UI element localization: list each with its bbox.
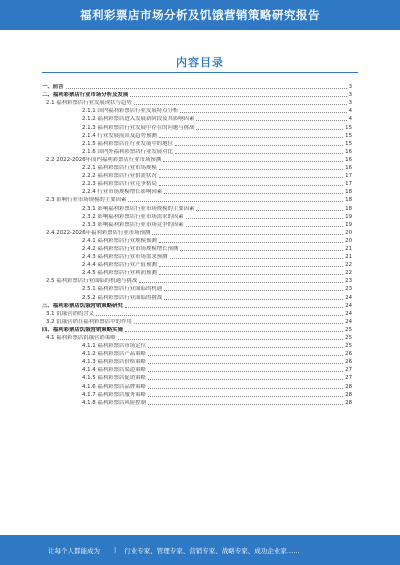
toc-leader-dots (159, 137, 343, 138)
toc-leader-dots (125, 331, 343, 332)
toc-leader-dots (148, 355, 343, 356)
toc-entry-label: 三、福利彩票店饥饿营销策略研究 (42, 302, 123, 309)
toc-page-number: 25 (345, 335, 352, 341)
toc-entry[interactable] (42, 83, 352, 91)
toc-entry[interactable] (42, 342, 352, 350)
toc-entry-label: 2.4.4 福利彩票店行业产值预测 (82, 262, 157, 269)
toc-entry-label: 2.4.2 福利彩票店行业市场规模增长预测 (82, 245, 179, 252)
toc-entry[interactable] (42, 204, 352, 212)
toc-entry[interactable] (42, 366, 352, 374)
toc-page-number: 27 (345, 367, 352, 374)
toc-entry[interactable] (42, 285, 352, 293)
toc-leader-dots (164, 193, 343, 194)
toc-leader-dots (118, 339, 344, 340)
toc-page-number: 23 (345, 286, 352, 293)
table-of-contents (42, 83, 352, 407)
toc-leader-dots (148, 379, 343, 380)
toc-entry-label: 4.1.3 福利彩票店价格策略 (82, 359, 146, 366)
toc-page-number: 26 (345, 351, 352, 358)
toc-page-number: 16 (345, 156, 352, 163)
toc-page-number: 18 (345, 197, 352, 204)
toc-page-number: 19 (345, 221, 352, 228)
toc-entry-label: 2.1.2 福利彩票店进入发展新阶段及其影响因素 (82, 116, 195, 123)
toc-entry-label: 2.4.3 福利彩票店行业市场需求预测 (82, 254, 168, 261)
toc-page-number: 3 (348, 84, 352, 91)
toc-page-number: 20 (345, 237, 352, 244)
toc-entry-label: 四、福利彩票店饥饿营销策略实施 (42, 326, 123, 333)
report-header-banner (0, 0, 400, 30)
toc-leader-dots (159, 266, 343, 267)
toc-entry-label: 2.1.5 福利彩票店在行业发展中的地位 (82, 140, 173, 147)
toc-entry[interactable] (42, 213, 352, 221)
toc-page-number: 24 (345, 318, 352, 325)
toc-leader-dots (164, 290, 343, 291)
toc-leader-dots (130, 96, 346, 97)
toc-entry[interactable] (42, 310, 352, 318)
toc-entry[interactable] (42, 399, 352, 407)
toc-entry-label: 2.4 2022-2026年福利彩票店行业市场预测 (46, 229, 151, 236)
toc-entry-label: 一、前言 (42, 84, 64, 91)
footer-role-separator: 、 (150, 546, 157, 555)
toc-entry[interactable] (42, 253, 352, 261)
toc-leader-dots (134, 104, 347, 105)
toc-page-number: 16 (345, 165, 352, 172)
toc-entry-label: 2.2.4 行业市场规模增长影响因素 (82, 189, 163, 196)
toc-entry[interactable] (42, 188, 352, 196)
toc-page-number: 18 (345, 189, 352, 196)
toc-leader-dots (125, 307, 343, 308)
toc-page-number: 27 (345, 375, 352, 382)
footer-role: 行业专家 (124, 546, 151, 555)
toc-entry[interactable] (42, 123, 352, 131)
toc-entry-label: 4.1.1 福利彩票店市场定位 (82, 343, 146, 350)
toc-leader-dots (180, 250, 343, 251)
toc-entry-label: 4.1.8 福利彩票店风险控制 (82, 399, 146, 406)
toc-entry[interactable] (42, 277, 352, 285)
toc-entry[interactable] (42, 358, 352, 366)
toc-entry-label: 4.1.2 福利彩票店产品策略 (82, 351, 146, 358)
toc-page-number: 22 (345, 270, 352, 277)
toc-leader-dots (159, 185, 343, 186)
toc-leader-dots (159, 169, 343, 170)
toc-entry-label: 2.2.3 福利彩票店行业竞争格局 (82, 181, 157, 188)
toc-entry[interactable] (42, 391, 352, 399)
toc-entry[interactable] (42, 132, 352, 140)
toc-entry[interactable] (42, 180, 352, 188)
toc-entry-label: 二、福利彩票店行业市场分析及发展 (42, 92, 129, 99)
toc-entry-label: 2.2.1 福利彩票店行业市场规模 (82, 165, 157, 172)
toc-page-number: 23 (345, 278, 352, 285)
toc-leader-dots (148, 363, 343, 364)
footer-role: 战略专家 (221, 546, 248, 555)
toc-page-number: 19 (345, 213, 352, 220)
toc-title-divider (42, 72, 358, 73)
toc-entry[interactable] (42, 148, 352, 156)
toc-entry-label: 2.1.6 国内外福利彩票店行业发展对比 (82, 148, 173, 155)
toc-leader-dots (148, 404, 343, 405)
footer-role: 营销专家 (189, 546, 216, 555)
toc-page-number: 15 (345, 132, 352, 139)
toc-entry[interactable] (42, 237, 352, 245)
toc-entry[interactable] (42, 229, 352, 237)
toc-entry-label: 2.5.1 福利彩票店行业面临的机遇 (82, 286, 163, 293)
toc-entry[interactable] (42, 334, 352, 342)
toc-entry[interactable] (42, 269, 352, 277)
toc-page-number: 4 (348, 108, 352, 115)
toc-page-number: 22 (345, 262, 352, 269)
toc-entry-label: 3.2 饥饿营销在福利彩票店中的作用 (46, 318, 132, 325)
footer-role-separator: 、 (247, 546, 255, 555)
footer-banner (0, 535, 400, 565)
toc-leader-dots (186, 218, 343, 219)
toc-leader-dots (170, 258, 344, 259)
toc-page-number: 26 (345, 359, 352, 366)
toc-leader-dots (159, 177, 343, 178)
toc-page-number: 28 (345, 383, 352, 390)
toc-entry[interactable] (42, 245, 352, 253)
toc-leader-dots (148, 371, 343, 372)
toc-entry[interactable] (42, 221, 352, 229)
toc-entry-label: 4.1 福利彩票店饥饿营销策略 (46, 335, 116, 341)
toc-page-number: 15 (345, 124, 352, 131)
footer-roles (124, 546, 300, 555)
toc-entry-label: 2.3.2 影响福利彩票店行业市场需求的因素 (82, 213, 184, 220)
toc-page-number: 24 (345, 310, 352, 317)
toc-page-number: 20 (345, 229, 352, 236)
toc-page-number: 25 (345, 343, 352, 350)
toc-entry[interactable] (42, 91, 352, 99)
toc-page-number: 18 (345, 205, 352, 212)
toc-entry-label: 2.3.1 影响福利彩票店行业市场规模的主要因素 (82, 205, 195, 212)
toc-leader-dots (148, 347, 343, 348)
footer-divider: | (114, 546, 117, 554)
toc-entry[interactable] (42, 382, 352, 390)
toc-leader-dots (196, 210, 343, 211)
toc-leader-dots (139, 282, 343, 283)
toc-title: 内容目录 (176, 56, 224, 69)
toc-leader-dots (134, 323, 343, 324)
toc-leader-dots (175, 153, 343, 154)
toc-entry-label: 2.1 福利彩票店行业发展现状与趋势 (46, 100, 132, 107)
toc-entry-label: 2.5.2 福利彩票店行业面临的挑战 (82, 294, 163, 301)
toc-leader-dots (96, 315, 343, 316)
footer-role: 管理专家 (156, 546, 183, 555)
toc-leader-dots (159, 274, 343, 275)
toc-entry-label: 2.1.1 国内福利彩票店行业发展特点分析 (82, 108, 179, 115)
toc-entry[interactable] (42, 318, 352, 326)
toc-entry[interactable] (42, 261, 352, 269)
toc-page-number: 21 (345, 245, 352, 252)
toc-leader-dots (66, 88, 347, 89)
toc-entry-label: 4.1.4 福利彩票店渠道策略 (82, 367, 146, 374)
toc-entry[interactable] (42, 99, 352, 107)
toc-page-number: 28 (345, 399, 352, 406)
toc-entry-label: 2.4.5 福利彩票店行业利润预测 (82, 270, 157, 277)
toc-entry-label: 2.3 影响行业市场规模的主要因素 (46, 197, 127, 204)
toc-entry[interactable] (42, 326, 352, 334)
toc-entry-label: 2.2 2022-2026年国内福利彩票店行业市场预测 (46, 156, 162, 163)
toc-entry-label: 2.5 福利彩票店行业面临的机遇与挑战 (46, 278, 138, 285)
toc-entry-label: 2.1.4 行业发展前景及趋势预测 (82, 132, 157, 139)
toc-leader-dots (196, 120, 346, 121)
toc-leader-dots (196, 129, 343, 130)
toc-leader-dots (175, 145, 343, 146)
toc-leader-dots (152, 234, 343, 235)
toc-page-number: 25 (345, 326, 352, 333)
toc-entry-label: 4.1.7 福利彩票店服务策略 (82, 391, 146, 398)
toc-page-number: 21 (345, 254, 352, 261)
toc-entry-label: 2.4.1 福利彩票店行业规模预测 (82, 237, 157, 244)
toc-entry[interactable] (42, 172, 352, 180)
toc-entry-label: 4.1.6 福利彩票店品牌策略 (82, 383, 146, 390)
toc-page-number: 16 (345, 148, 352, 155)
toc-page-number: 15 (345, 140, 352, 147)
footer-role-separator: 、 (215, 546, 222, 555)
toc-entry[interactable] (42, 164, 352, 172)
toc-entry[interactable] (42, 350, 352, 358)
footer-slogan: 让每个人都能成为 (48, 546, 100, 555)
toc-leader-dots (163, 161, 343, 162)
toc-entry-label: 2.3.3 影响福利彩票店行业市场竞争的因素 (82, 221, 184, 228)
toc-page-number: 17 (345, 173, 352, 180)
toc-leader-dots (180, 112, 346, 113)
toc-leader-dots (128, 201, 343, 202)
toc-entry-label: 3.1 饥饿营销的含义 (46, 310, 95, 317)
toc-page-number: 3 (348, 100, 352, 107)
toc-entry-label: 4.1.5 福利彩票店促销策略 (82, 375, 146, 382)
toc-page-number: 17 (345, 181, 352, 188)
toc-entry[interactable] (42, 293, 352, 301)
toc-entry-label: 2.2.2 福利彩票店行业供需状况 (82, 173, 157, 180)
toc-leader-dots (159, 242, 343, 243)
toc-page-number: 24 (345, 294, 352, 301)
toc-page-number: 28 (345, 391, 352, 398)
toc-entry-label: 2.1.3 福利彩票店行业发展中存在的问题与挑战 (82, 124, 195, 131)
toc-page-number: 4 (348, 116, 352, 123)
footer-role-separator: 、 (182, 546, 190, 555)
toc-leader-dots (186, 226, 343, 227)
toc-entry[interactable] (42, 156, 352, 164)
toc-entry[interactable] (42, 196, 352, 204)
toc-entry[interactable] (42, 140, 352, 148)
toc-entry[interactable] (42, 374, 352, 382)
toc-leader-dots (148, 388, 343, 389)
toc-page-number: 24 (345, 302, 352, 309)
toc-entry[interactable] (42, 302, 352, 310)
toc-page-number: 3 (348, 92, 352, 99)
toc-leader-dots (164, 299, 343, 300)
toc-entry[interactable] (42, 107, 352, 115)
report-title: 福利彩票店市场分析及饥饿营销策略研究报告 (80, 8, 320, 22)
footer-role: 成功企业家…… (254, 546, 300, 555)
toc-entry[interactable] (42, 115, 352, 123)
toc-leader-dots (148, 396, 343, 397)
